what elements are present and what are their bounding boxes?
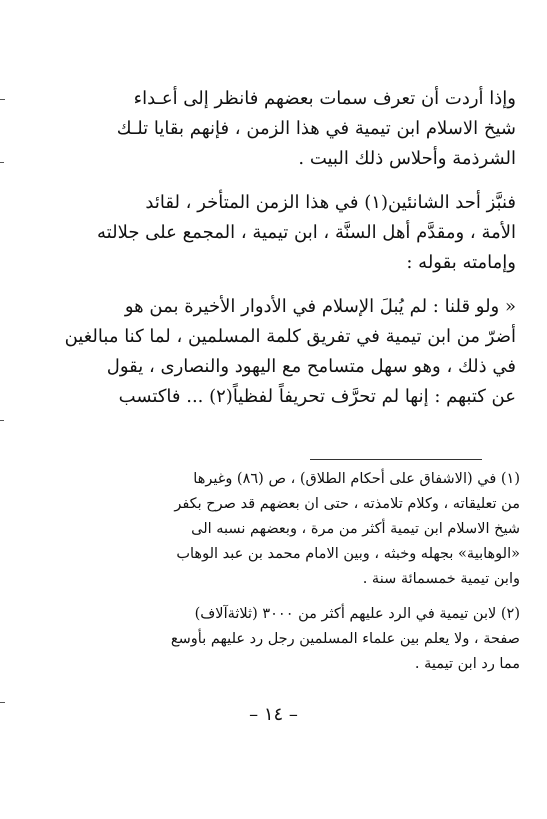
footnote-line: «الوهابية» بجهله وخبثه ، وبين الامام محمد بن عبد الوهاب: [176, 546, 520, 562]
footnote-line: صفحة ، ولا يعلم بين علماء المسلمين رجل رد عليهم بأوسع: [170, 631, 520, 647]
footnote-line: وابن تيمية خمسمائة سنة .: [362, 571, 520, 587]
page-number: – ١٤ –: [249, 704, 298, 725]
scan-edge-mark: [0, 420, 4, 421]
text-line: عن كتبهم : إنها لم تحرَّف تحريفاً لفظياً(٢) ... فاكتسب: [118, 386, 516, 407]
text-line: فنبَّز أحد الشانئين(١) في هذا الزمن المتأخر ، لقائد: [145, 192, 516, 213]
text-line: شيخ الاسلام ابن تيمية في هذا الزمن ، فإنهم بقايا تلـك: [116, 118, 516, 139]
scan-edge-mark: [0, 162, 4, 163]
text-line: وإمامته بقوله :: [406, 252, 516, 273]
text-line: الشرذمة وأحلاس ذلك البيت .: [298, 148, 516, 169]
paragraph: [44, 188, 516, 278]
scan-edge-mark: [0, 99, 5, 100]
quote-paragraph: [44, 292, 516, 412]
paragraph-spacer: [44, 278, 516, 292]
footnote-line: من تعليقاته ، وكلام تلامذته ، حتى ان بعضهم قد صرح بكفر: [174, 496, 520, 512]
text-line: في ذلك ، وهو سهل متسامح مع اليهود والنصارى ، يقول: [106, 356, 516, 377]
paragraph-spacer: [44, 174, 516, 188]
footnote-separator: [310, 459, 482, 460]
footnote-line: (١) في (الاشفاق على أحكام الطلاق) ، ص (٨٦) وغيرها: [193, 471, 520, 487]
paragraph: [44, 84, 516, 174]
footnote-line: مما رد ابن تيمية .: [414, 656, 520, 672]
main-text: [44, 84, 516, 412]
footnote-2: [44, 602, 520, 677]
text-line: أضرّ من ابن تيمية في تفريق كلمة المسلمين ، لما كنا مبالغين: [64, 326, 516, 347]
footnote-1: [44, 467, 520, 592]
footnote-line: (٢) لابن تيمية في الرد عليهم أكثر من ٣٠٠٠ (ثلاثةآلاف): [194, 606, 520, 622]
footnote-spacer: [44, 592, 520, 602]
text-line: « ولو قلنا : لم يُبلَ الإسلام في الأدوار الأخيرة بمن هو: [124, 296, 516, 317]
scan-edge-mark: [0, 702, 5, 703]
footnote-line: شيخ الاسلام ابن تيمية أكثر من مرة ، وبعضهم نسبه الى: [191, 521, 520, 537]
text-line: وإذا أردت أن تعرف سمات بعضهم فانظر إلى أعـداء: [133, 88, 516, 109]
text-line: الأمة ، ومقدَّم أهل السنَّة ، ابن تيمية ، المجمع على جلالته: [97, 222, 516, 243]
footnotes: [44, 467, 520, 677]
